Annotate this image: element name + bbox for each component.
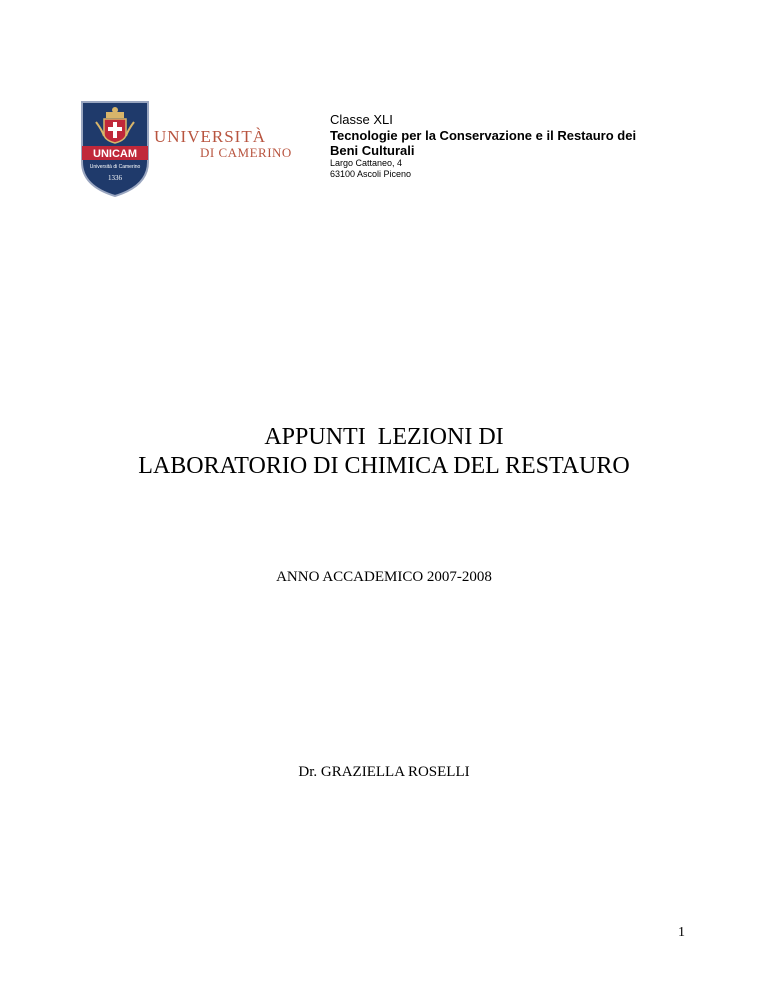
academic-year: ANNO ACCADEMICO 2007-2008 <box>276 569 492 585</box>
title-line1: APPUNTI LEZIONI DI <box>264 424 504 450</box>
shield-year: 1336 <box>108 174 122 182</box>
page-number: 1 <box>678 925 685 940</box>
class-label: Classe XLI <box>330 112 393 127</box>
address-city: 63100 Ascoli Piceno <box>330 169 412 179</box>
institution-header <box>330 112 636 180</box>
wordmark-line2: DI CAMERINO <box>200 145 292 160</box>
shield-name: UNICAM <box>93 148 137 160</box>
wordmark-line1: UNIVERSITÀ <box>154 127 266 146</box>
document-title <box>0 423 768 481</box>
author-name: Dr. GRAZIELLA ROSELLI <box>298 764 470 780</box>
university-logo <box>80 100 328 198</box>
title-line2: LABORATORIO DI CHIMICA DEL RESTAURO <box>138 453 630 479</box>
address-street: Largo Cattaneo, 4 <box>330 158 403 168</box>
shield-subtitle: Università di Camerino <box>89 164 141 170</box>
program-name-line1: Tecnologie per la Conservazione e il Restauro dei <box>330 128 637 143</box>
program-name-line2: Beni Culturali <box>330 143 415 158</box>
unicam-shield <box>82 102 148 196</box>
